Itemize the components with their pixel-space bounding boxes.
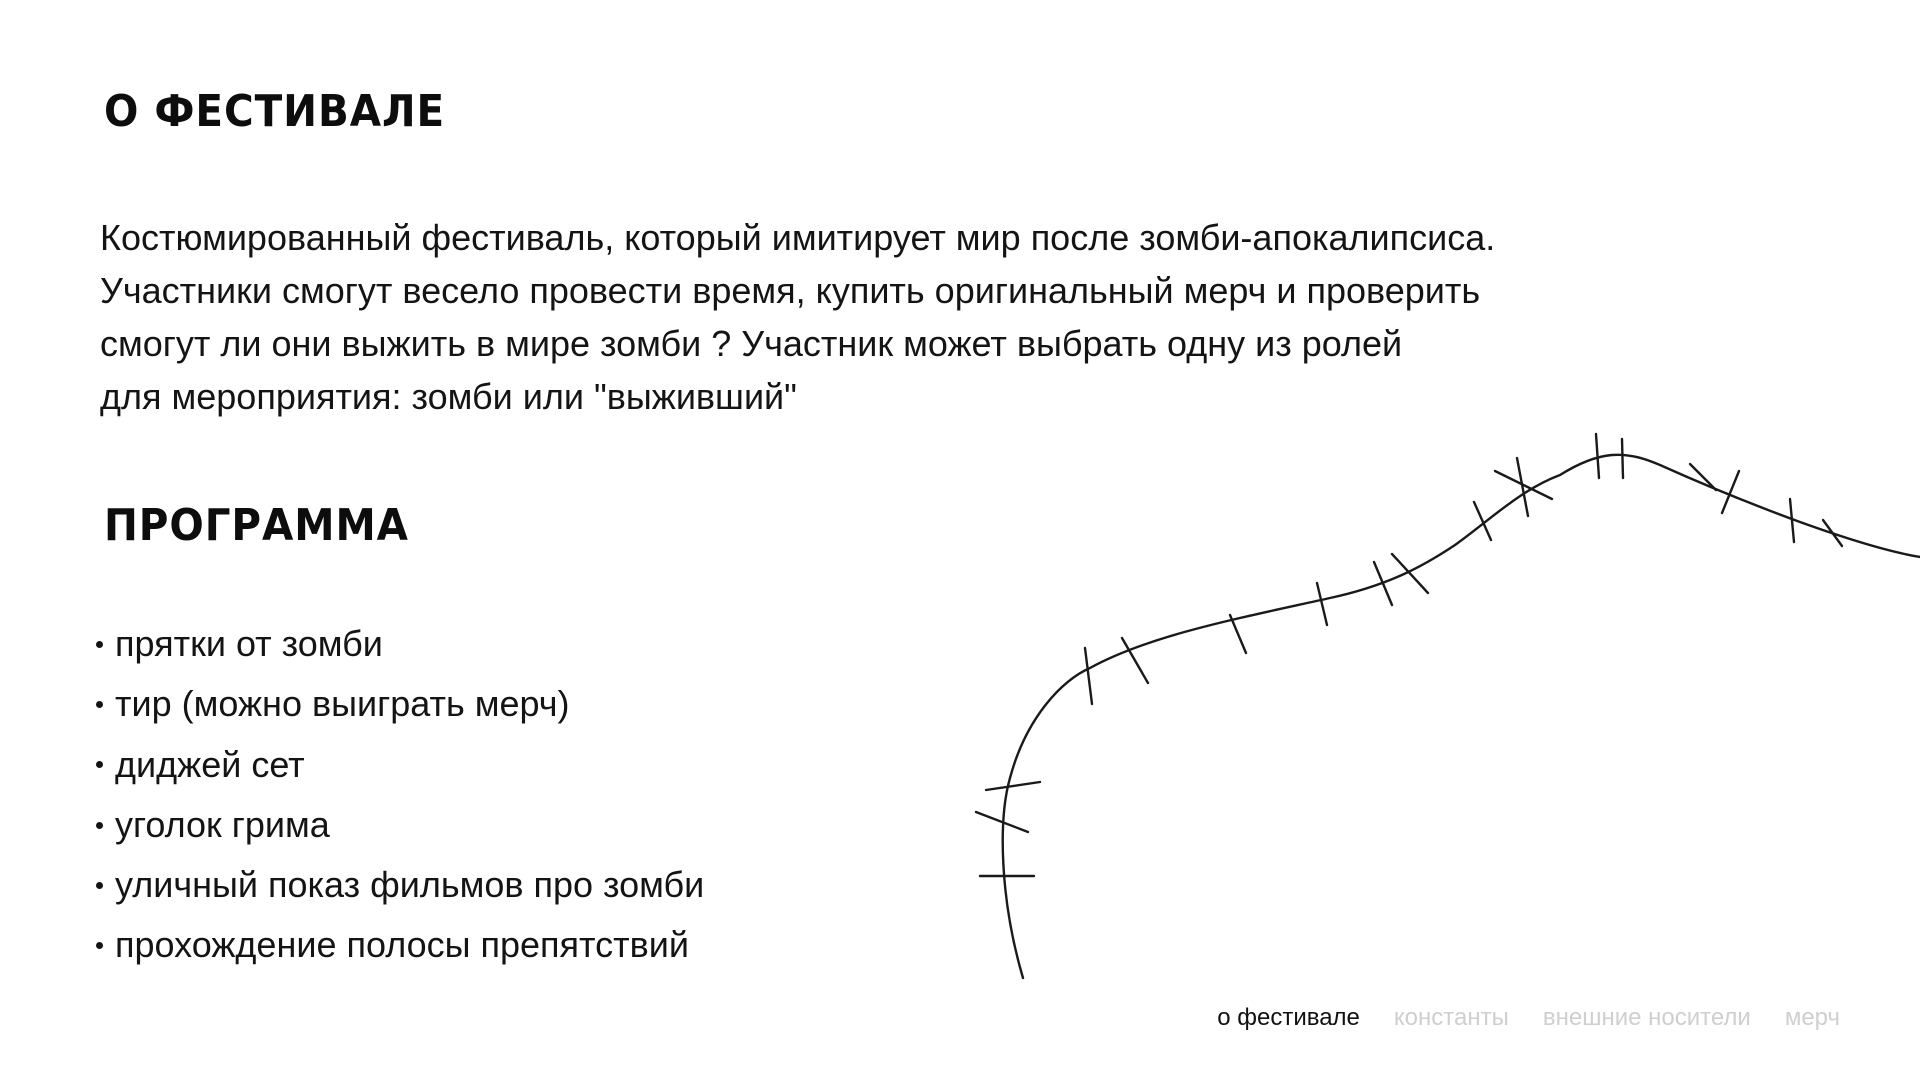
nav-item-external-media[interactable]: внешние носители (1542, 1004, 1751, 1031)
about-line: смогут ли они выжить в мире зомби ? Участник может выбрать одну из ролей (100, 323, 1403, 364)
wire-line (1003, 455, 1920, 978)
bottom-nav (1217, 1004, 1840, 1032)
bullet-icon (96, 761, 103, 768)
nav-item-about[interactable]: о фестивале (1217, 1004, 1360, 1031)
about-line: Костюмированный фестиваль, который имитирует мир после зомби-апокалипсиса. (100, 217, 1496, 258)
list-item-label: тир (можно выиграть мерч) (115, 683, 570, 725)
list-item-label: диджей сет (115, 743, 305, 785)
list-item-label: прохождение полосы препятствий (115, 924, 689, 966)
about-line: для мероприятия: зомби или "выживший" (100, 376, 797, 417)
about-description (100, 211, 1660, 423)
program-list (92, 614, 704, 976)
nav-item-constants[interactable]: константы (1393, 1004, 1509, 1031)
list-item (92, 614, 704, 674)
bullet-icon (96, 882, 103, 889)
list-item (92, 795, 704, 855)
list-item (92, 735, 704, 795)
list-item (92, 855, 704, 915)
about-line: Участники смогут весело провести время, купить оригинальный мерч и проверить (100, 270, 1481, 311)
about-title: О ФЕСТИВАЛЕ (104, 86, 446, 137)
bullet-icon (96, 942, 103, 949)
list-item (92, 674, 704, 734)
list-item-label: уголок грима (115, 803, 330, 845)
bullet-icon (96, 822, 103, 829)
list-item-label: прятки от зомби (115, 623, 383, 664)
list-item-label: уличный показ фильмов про зомби (115, 864, 705, 906)
wire-stitches (976, 434, 1842, 876)
bullet-icon (96, 701, 103, 708)
nav-item-merch[interactable]: мерч (1784, 1004, 1840, 1031)
program-title: ПРОГРАММА (104, 500, 409, 551)
list-item (92, 915, 704, 975)
bullet-icon (96, 641, 103, 648)
